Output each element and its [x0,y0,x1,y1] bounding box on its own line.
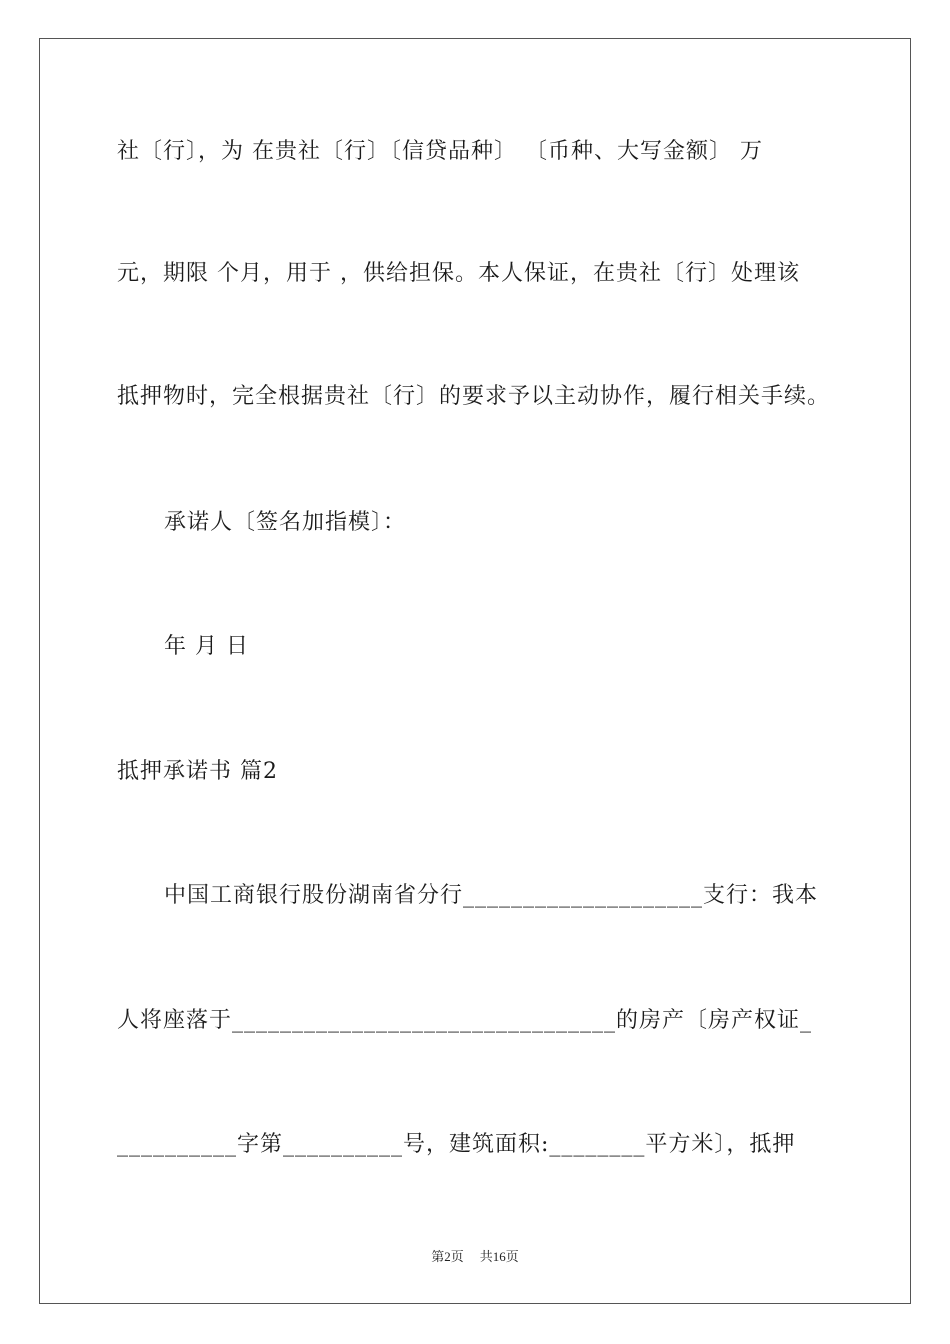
paragraph-line-1: 社〔行〕，为 在贵社〔行〕〔信贷品种〕 〔币种、大写金额〕 万 [117,139,763,164]
paragraph-line-5: 人将座落于________________________________的房产〔房产权证_ [117,1008,813,1033]
signatory-line: 承诺人〔签名加指模〕： [164,510,407,535]
page-total: 共16页 [479,1249,519,1264]
page-footer [0,1246,950,1265]
date-line: 年 月 日 [164,634,249,659]
paragraph-line-6: __________字第__________号，建筑面积:________平方米〕，抵押 [117,1132,796,1157]
paragraph-line-3: 抵押物时，完全根据贵社〔行〕的要求予以主动协作，履行相关手续。 [117,384,831,409]
paragraph-line-4: 中国工商银行股份湖南省分行____________________支行：我本 [164,883,819,908]
page-number: 第2页 [431,1249,464,1264]
section-heading: 抵押承诺书 篇2 [117,759,278,784]
page-border [39,38,911,1304]
paragraph-line-2: 元，期限 个月，用于 ，供给担保。本人保证，在贵社〔行〕处理该 [117,261,800,286]
